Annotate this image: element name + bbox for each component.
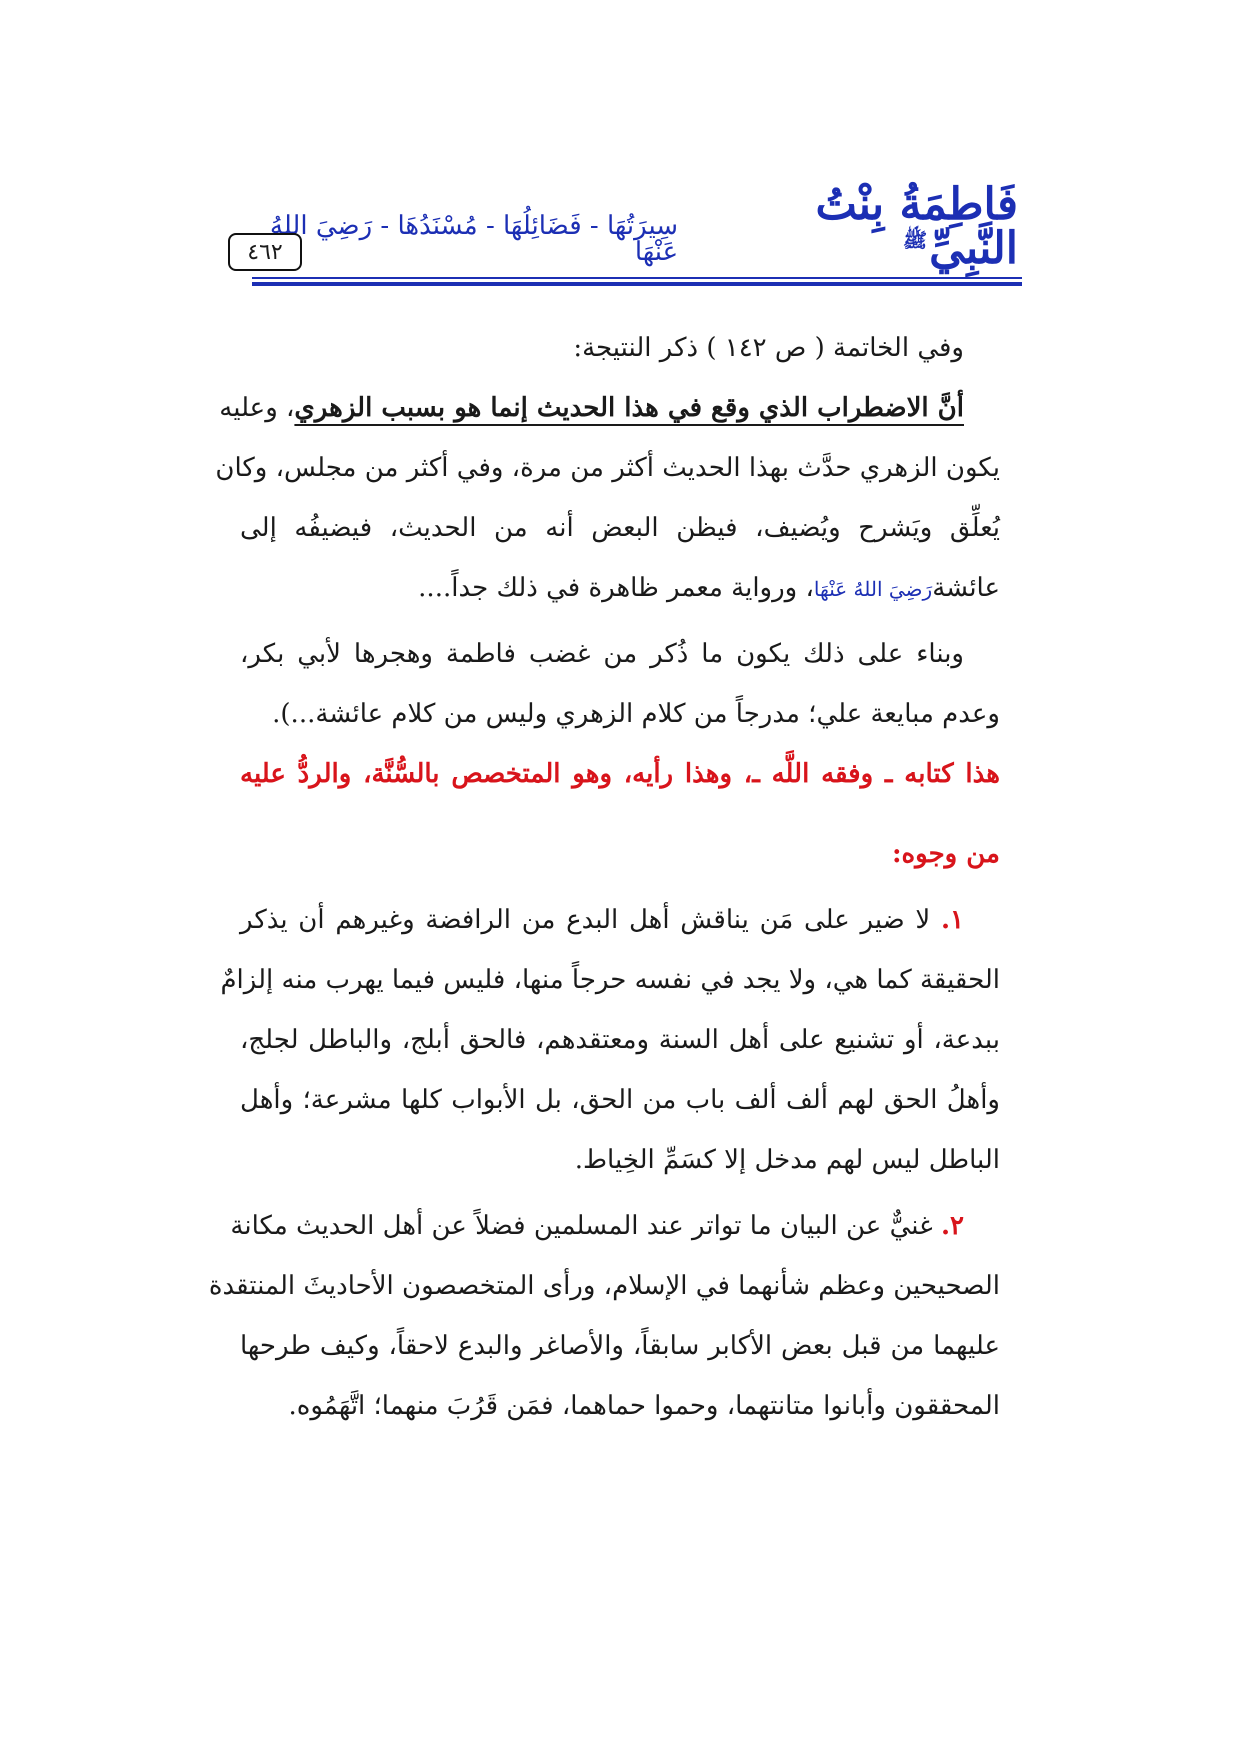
list-item-line: عليهما من قبل بعض الأكابر سابقاً، والأصاغر والبدع لاحقاً، وكيف طرحها xyxy=(240,1331,1000,1361)
text-span: ، ورواية معمر ظاهرة في ذلك جداً.... xyxy=(418,573,814,603)
text-span: عائشة xyxy=(932,573,1000,603)
text-span: غنيٌّ عن البيان ما تواتر عند المسلمين فضلاً عن أهل الحديث مكانة xyxy=(230,1211,933,1241)
paragraph-line: وبناء على ذلك يكون ما ذُكر من غضب فاطمة وهجرها لأبي بكر، xyxy=(240,639,964,669)
red-heading-line: من وجوه: xyxy=(891,839,1000,869)
paragraph-line: يُعلِّق ويَشرح ويُضيف، فيظن البعض أنه من الحديث، فيضيفُه إلى xyxy=(240,513,1000,543)
honorific-mark: ﷺ xyxy=(902,228,928,253)
paragraph-line: يكون الزهري حدَّث بهذا الحديث أكثر من مرة، وفي أكثر من مجلس، وكان xyxy=(215,453,1000,483)
text-span: لا ضير على مَن يناقش أهل البدع من الرافضة وغيرهم أن يذكر xyxy=(240,905,931,935)
honorific-inline: رَضِيَ اللهُ عَنْهَا xyxy=(813,577,933,601)
header-rule-thin xyxy=(252,277,1022,279)
paragraph-line xyxy=(240,558,1000,618)
paragraph-line: وفي الخاتمة ( ص ١٤٢ ) ذكر النتيجة: xyxy=(573,333,964,363)
list-item-line: الحقيقة كما هي، ولا يجد في نفسه حرجاً منها، فليس فيما يهرب منه إلزامٌ xyxy=(220,965,1000,995)
paragraph-line xyxy=(219,378,1000,438)
book-subtitle: سِيرَتُهَا - فَضَائِلُهَا - مُسْنَدُهَا - رَضِيَ اللهُ عَنْهَا xyxy=(269,211,679,267)
page-header xyxy=(228,179,1018,285)
emphasized-quote: أنَّ الاضطراب الذي وقع في هذا الحديث إنما هو بسبب الزهري xyxy=(294,393,964,423)
item-number: ١. xyxy=(940,905,964,935)
item-number: ٢. xyxy=(940,1211,964,1241)
book-title: فَاطِمَةُ بِنْتُ النَّبِيِّ$^ﷺ$ xyxy=(815,179,1018,274)
list-item-line xyxy=(230,1196,1000,1256)
running-title xyxy=(228,179,1018,274)
list-item-line xyxy=(240,890,1000,950)
list-item-line: ببدعة، أو تشنيع على أهل السنة ومعتقدهم، فالحق أبلج، والباطل لجلج، xyxy=(240,1025,1000,1055)
list-item-line: الصحيحين وعظم شأنهما في الإسلام، ورأى المتخصصون الأحاديثَ المنتقدة xyxy=(208,1271,1000,1301)
paragraph-line: وعدم مبايعة علي؛ مدرجاً من كلام الزهري وليس من كلام عائشة...). xyxy=(272,699,1000,729)
list-item-line: المحققون وأبانوا متانتهما، وحموا حماهما، فمَن قَرُبَ منهما؛ اتَّهَمُوه. xyxy=(288,1391,1000,1421)
header-rule-thick xyxy=(252,282,1022,286)
page-body xyxy=(208,318,1000,1436)
list-item-line: وأهلُ الحق لهم ألف ألف باب من الحق، بل الأبواب كلها مشرعة؛ وأهل xyxy=(240,1085,1000,1115)
text-span: ، وعليه xyxy=(219,393,295,423)
red-heading-line: هذا كتابه ـ وفقه اللَّه ـ، وهذا رأيه، وهو المتخصص بالسُّنَّة، والردُّ عليه xyxy=(240,759,1000,789)
page-number: ٤٦٢ xyxy=(228,233,302,271)
list-item-line: الباطل ليس لهم مدخل إلا كسَمِّ الخِياط. xyxy=(574,1145,1000,1175)
